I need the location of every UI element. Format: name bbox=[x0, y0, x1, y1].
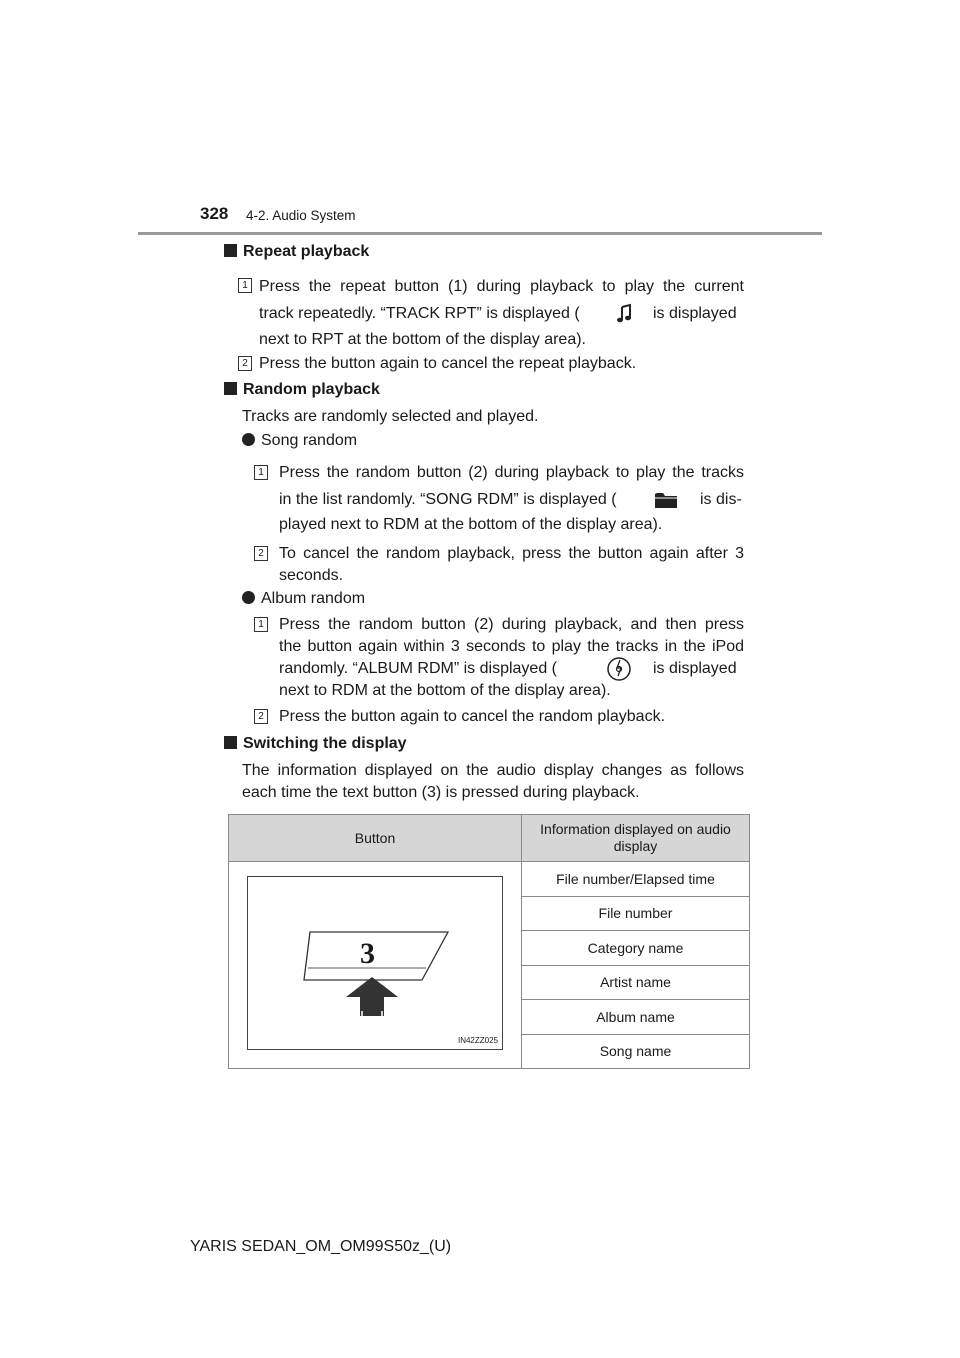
display-info-table bbox=[228, 814, 750, 1069]
table-header-button: Button bbox=[229, 815, 522, 862]
song-step1-line2b: is dis- bbox=[700, 491, 742, 508]
button-illustration bbox=[247, 876, 503, 1050]
album-step1-line3b: is displayed bbox=[653, 660, 737, 677]
album-step1-line3a: randomly. “ALBUM RDM” is displayed ( bbox=[279, 660, 557, 677]
album-step1-line2: the button again within 3 seconds to play the tracks in the iPod bbox=[279, 638, 744, 655]
table-header-info-line2: display bbox=[613, 838, 658, 854]
round-bullet-icon bbox=[242, 433, 255, 446]
repeat-step1-line2b: is displayed bbox=[653, 305, 737, 322]
table-header-info-line1: Information displayed on audio bbox=[540, 821, 731, 837]
button-number: 3 bbox=[360, 937, 375, 970]
table-row: Song name bbox=[522, 1034, 750, 1069]
song-step1-line3: played next to RDM at the bottom of the display area). bbox=[279, 516, 663, 533]
song-random-text: Song random bbox=[261, 432, 358, 449]
random-intro: Tracks are randomly selected and played. bbox=[242, 408, 539, 425]
round-bullet-icon bbox=[242, 591, 255, 604]
switching-heading-text: Switching the display bbox=[243, 735, 407, 752]
table-row: File number/Elapsed time bbox=[522, 862, 750, 897]
disc-icon bbox=[606, 656, 632, 682]
table-row: File number bbox=[522, 896, 750, 931]
up-arrow-icon bbox=[346, 977, 398, 1016]
song-random-label bbox=[242, 430, 357, 452]
album-step1-line1: Press the random button (2) during playback, and then press bbox=[279, 616, 744, 633]
section-title: 4-2. Audio System bbox=[246, 208, 356, 223]
image-code: IN42ZZ025 bbox=[457, 1036, 498, 1045]
square-bullet-icon bbox=[224, 382, 237, 395]
album-random-text: Album random bbox=[261, 590, 366, 607]
song-step2-line1: To cancel the random playback, press the button again after 3 bbox=[279, 545, 744, 562]
switching-heading bbox=[224, 735, 407, 753]
switching-line2: each time the text button (3) is pressed during playback. bbox=[242, 784, 640, 801]
music-note-icon bbox=[614, 303, 636, 325]
album-step2: Press the button again to cancel the random playback. bbox=[279, 708, 666, 725]
album-step1-line4: next to RDM at the bottom of the display area). bbox=[279, 682, 611, 699]
song-step1-line1: Press the random button (2) during playback to play the tracks bbox=[279, 464, 744, 481]
step-number-2: 2 bbox=[254, 709, 268, 724]
switching-line1: The information displayed on the audio display changes as follows bbox=[242, 762, 744, 779]
repeat-step2: Press the button again to cancel the repeat playback. bbox=[259, 355, 637, 372]
table-row: Artist name bbox=[522, 965, 750, 1000]
page-number: 328 bbox=[200, 204, 229, 223]
step-number-2: 2 bbox=[238, 356, 252, 371]
step-number-1: 1 bbox=[238, 278, 252, 293]
random-heading bbox=[224, 381, 380, 399]
table-row: Category name bbox=[522, 931, 750, 966]
repeat-heading bbox=[224, 243, 369, 261]
step-number-2: 2 bbox=[254, 546, 268, 561]
repeat-step1-line1: Press the repeat button (1) during playback to play the current bbox=[259, 278, 744, 295]
button-illustration-cell bbox=[229, 862, 522, 1069]
header-rule bbox=[138, 232, 822, 235]
folder-icon bbox=[654, 490, 680, 510]
album-random-label bbox=[242, 588, 365, 610]
repeat-heading-text: Repeat playback bbox=[243, 243, 370, 260]
step-number-1: 1 bbox=[254, 617, 268, 632]
square-bullet-icon bbox=[224, 244, 237, 257]
random-heading-text: Random playback bbox=[243, 381, 380, 398]
song-step1-line2a: in the list randomly. “SONG RDM” is displayed ( bbox=[279, 491, 617, 508]
repeat-step1-line3: next to RPT at the bottom of the display area). bbox=[259, 331, 586, 348]
repeat-step1-line2a: track repeatedly. “TRACK RPT” is displayed ( bbox=[259, 305, 580, 322]
footer-model-code: YARIS SEDAN_OM_OM99S50z_(U) bbox=[190, 1238, 452, 1255]
song-step2-line2: seconds. bbox=[279, 567, 344, 584]
step-number-1: 1 bbox=[254, 465, 268, 480]
text-button-icon bbox=[248, 877, 502, 1049]
table-row: Album name bbox=[522, 1000, 750, 1035]
table-header-info bbox=[522, 815, 750, 862]
square-bullet-icon bbox=[224, 736, 237, 749]
